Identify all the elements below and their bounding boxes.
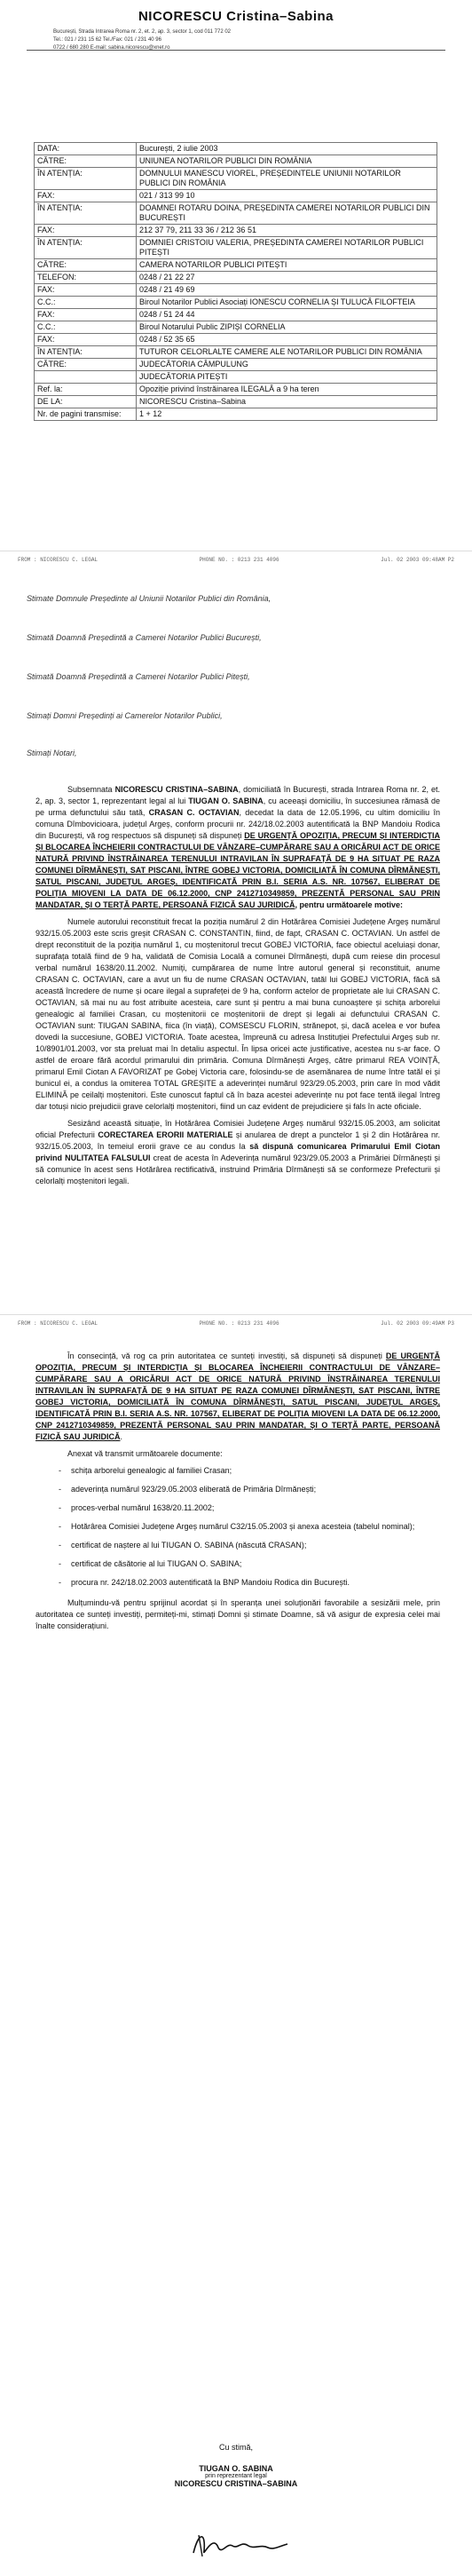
salutation-4: Stimați Domni Președinți ai Camerelor Notarilor Publici,	[27, 711, 223, 720]
annex-item: - certificat de căsătorie al lui TIUGAN O. SABINA;	[35, 1558, 440, 1570]
letterhead-address-line: București, Strada Intrarea Roma nr. 2, et. 2, ap. 3, sector 1, cod 011 772 02	[53, 29, 232, 35]
fax-table-row	[35, 297, 437, 309]
text-run: , decedat la data de 12.05.1996, cu ultim domiciliu în comuna Dîmbovicioara, județul Argeș, conform procurii nr. 242/18.02.2003 autentificată la BNP Mandoiu Rodica din București, vă rog respectuos să dispuneți să dispuneți	[35, 808, 440, 840]
annex-item: - schița arborelui genealogic al familiei Crasan;	[35, 1465, 440, 1477]
fax-table-row	[35, 284, 437, 297]
fax-field-label: CĂTRE:	[35, 359, 137, 371]
fax-header-date: Jul. 02 2003 09:48AM P2	[381, 557, 454, 563]
fax-table-row	[35, 143, 437, 155]
fax-field-label: DE LA:	[35, 396, 137, 408]
request-emphasis: DE URGENȚĂ OPOZIȚIA, PRECUM ȘI INTERDICȚIA ȘI BLOCAREA ÎNCHEIERII CONTRACTULUI DE VÂNZARE–CUMPĂRARE SAU A ORICĂRUI ACT DE ORICE NATURĂ PRIVIND ÎNSTRĂINAREA TERENULUI INTRAVILAN ÎN SUPRAFAȚĂ DE 9 HA SITUAT PE RAZA COMUNEI DÎRMĂNEȘTI, SAT PISCANI, ÎNTRE GOBEJ VICTORIA, DOMICILIATĂ ÎN COMUNA DÎRMĂNEȘTI, SATUL PISCANI, JUDEȚUL ARGEȘ, IDENTIFICATĂ PRIN B.I. SERIA A.S. NR. 107567, ELIBERAT DE POLIȚIA MIOVENI LA DATA DE 06.12.2000, CNP 2412710349859, PREZENTĂ PERSONAL SAU PRIN MANDATAR, ȘI O TERȚĂ PARTE, PERSOANĂ FIZICĂ SAU JURIDICĂ	[35, 831, 440, 909]
fax-header-from: FROM : NICORESCU C. LEGAL	[18, 557, 98, 563]
fax-table-row	[35, 168, 437, 190]
fax-table-row	[35, 346, 437, 359]
fax-field-value: 0248 / 21 22 27	[137, 272, 437, 284]
salutation-5: Stimați Notari,	[27, 749, 77, 757]
fax-table-row	[35, 272, 437, 284]
fax-field-value: DOMNIEI CRISTOIU VALERIA, PREȘEDINTA CAMEREI NOTARILOR PUBLICI PITEȘTI	[137, 237, 437, 259]
fax-field-label: C.C.:	[35, 297, 137, 309]
paragraph-conclusion	[35, 1351, 440, 1443]
annex-item: - Hotărârea Comisiei Județene Argeș numărul C32/15.05.2003 și anexa acesteia (tabelul nominal);	[35, 1521, 440, 1533]
nullity-emphasis: să dispună comunicarea Primarului Emil Ciotan privind NULITATEA FALSULUI	[35, 1142, 440, 1162]
fax-table-row	[35, 259, 437, 272]
letter-body-page-3	[35, 1351, 440, 1637]
letter-body-page-2	[35, 784, 440, 1193]
salutation-1: Stimate Domnule Președinte al Uniunii Notarilor Publici din România,	[27, 594, 271, 603]
letterhead-contact-line: Tel.: 021 / 231 15 62 Tel./Fax: 021 / 231 40 96	[53, 37, 161, 43]
client-name: TIUGAN O. SABINA	[188, 797, 264, 805]
text-run: În consecință, vă rog ca prin autoritatea ce sunteți investiți, să dispuneți să dispuneți	[67, 1351, 386, 1360]
representative-name: NICORESCU CRISTINA–SABINA	[174, 2479, 298, 2488]
fax-field-value: NICORESCU Cristina–Sabina	[137, 396, 437, 408]
fax-field-value: JUDECĂTORIA PITEȘTI	[137, 371, 437, 384]
letterhead-mobile-line: 0722 / 680 280 E-mail: sabina.nicorescu@xnet.ro	[53, 45, 170, 51]
fax-field-label: FAX:	[35, 190, 137, 202]
fax-field-label: CĂTRE:	[35, 259, 137, 272]
fax-field-value: Opoziție privind înstrăinarea ILEGALĂ a 9 ha teren	[137, 384, 437, 396]
fax-field-value: 0248 / 21 49 69	[137, 284, 437, 297]
deceased-name: CRASAN C. OCTAVIAN	[148, 808, 240, 817]
fax-table-row	[35, 202, 437, 225]
fax-table-row	[35, 237, 437, 259]
fax-header-date: Jul. 02 2003 09:49AM P3	[381, 1320, 454, 1327]
fax-table-row	[35, 396, 437, 408]
sender-name: NICORESCU CRISTINA–SABINA	[114, 785, 239, 794]
fax-table-row	[35, 334, 437, 346]
fax-field-value: 0248 / 51 24 44	[137, 309, 437, 321]
fax-field-value: Biroul Notarului Public ZIPIȘI CORNELIA	[137, 321, 437, 334]
closing-formula: Cu stimă,	[218, 2443, 253, 2452]
paragraph-closing: Mulțumindu-vă pentru sprijinul acordat și în speranța unei soluționări favorabile a sesizării mele, prin autoritatea ce sunteți investiți, permiteți-mi, stimați Domni și stimate Doamne, să vă asigur de expresia celei mai înalte considerațiuni.	[35, 1598, 440, 1630]
fax-field-label	[35, 371, 137, 384]
annex-item: - adeverința numărul 923/29.05.2003 eliberată de Primăria Dîrmănești;	[35, 1484, 440, 1495]
fax-field-value: 021 / 313 99 10	[137, 190, 437, 202]
fax-field-value: 212 37 79, 211 33 36 / 212 36 51	[137, 225, 437, 237]
fax-field-value: Biroul Notarilor Publici Asociați IONESCU CORNELIA ȘI TULUCĂ FILOFTEIA	[137, 297, 437, 309]
fax-field-label: ÎN ATENȚIA:	[35, 202, 137, 225]
fax-table-row	[35, 359, 437, 371]
fax-header-from: FROM : NICORESCU C. LEGAL	[18, 1320, 98, 1327]
fax-field-label: FAX:	[35, 284, 137, 297]
fax-field-label: DATA:	[35, 143, 137, 155]
signer-name: TIUGAN O. SABINA	[199, 2464, 273, 2473]
fax-table-row	[35, 321, 437, 334]
fax-header-phone: PHONE NO. : 0213 231 4096	[199, 1320, 279, 1327]
letter-page-3	[0, 1314, 472, 2576]
fax-field-label: FAX:	[35, 309, 137, 321]
fax-field-value: DOMNULUI MANESCU VIOREL, PREȘEDINTELE UNIUNII NOTARILOR PUBLICI DIN ROMÂNIA	[137, 168, 437, 190]
salutation-2: Stimată Doamnă Președintă a Camerei Notarilor Publici București,	[27, 633, 262, 642]
fax-table-row	[35, 371, 437, 384]
signature-block	[0, 2443, 472, 2488]
letterhead-name: NICORESCU Cristina–Sabina	[138, 9, 334, 24]
request-emphasis: DE URGENȚĂ OPOZIȚIA, PRECUM ȘI INTERDICȚIA ȘI BLOCAREA ÎNCHEIERII CONTRACTULUI DE VÂNZARE–CUMPĂRARE SAU A ORICĂRUI ACT DE ORICE NATURĂ PRIVIND ÎNSTRĂINAREA TERENULUI INTRAVILAN ÎN SUPRAFAȚĂ DE 9 HA SITUAT PE RAZA COMUNEI DÎRMĂNEȘTI, SAT PISCANI, ÎNTRE GOBEJ VICTORIA, DOMICILIATĂ ÎN COMUNA DÎRMĂNEȘTI, SATUL PISCANI, JUDEȚUL ARGEȘ, IDENTIFICATĂ PRIN B.I. SERIA A.S. NR. 107567, ELIBERAT DE POLIȚIA MIOVENI LA DATA DE 06.12.2000, CNP 2412710349859, PREZENTĂ PERSONAL SAU PRIN MANDATAR, ȘI O TERȚĂ PARTE, PERSOANĂ FIZICĂ SAU JURIDICĂ	[35, 1351, 440, 1441]
annex-list	[35, 1465, 440, 1589]
fax-transmission-header	[18, 1320, 454, 1327]
text-run: creat de acesta în Adeverința numărul 923/29.05.2003 a Primăriei Dîrmănești și să comunice în acest sens Hotărârea rectificativă, instruind Primăria Dîrmănești să se conformeze Prefecturii și celorlalți moștenitori legali.	[35, 1153, 441, 1185]
fax-field-label: FAX:	[35, 334, 137, 346]
fax-cover-table	[34, 142, 437, 421]
text-run: .	[120, 1432, 123, 1441]
fax-field-value: DOAMNEI ROTARU DOINA, PREȘEDINTA CAMEREI NOTARILOR PUBLICI DIN BUCUREȘTI	[137, 202, 437, 225]
fax-field-label: FAX:	[35, 225, 137, 237]
letter-page-2	[0, 551, 472, 1315]
paragraph-request	[35, 784, 440, 911]
fax-field-label: ÎN ATENȚIA:	[35, 237, 137, 259]
fax-field-value: 1 + 12	[137, 408, 437, 421]
correction-emphasis: CORECTAREA ERORII MATERIALE	[98, 1130, 233, 1139]
fax-field-label: ÎN ATENȚIA:	[35, 346, 137, 359]
text-run: , pentru următoarele motive:	[295, 900, 404, 909]
salutation-3: Stimată Doamnă Președintă a Camerei Notarilor Publici Pitești,	[27, 672, 250, 681]
annex-item: - proces-verbal numărul 1638/20.11.2002;	[35, 1502, 440, 1514]
fax-field-value: JUDECĂTORIA CÂMPULUNG	[137, 359, 437, 371]
fax-field-label: Ref. la:	[35, 384, 137, 396]
annex-item: - certificat de naștere al lui TIUGAN O. SABINA (născută CRASAN);	[35, 1540, 440, 1551]
annex-item: - procura nr. 242/18.02.2003 autentificată la BNP Mandoiu Rodica din București.	[35, 1577, 440, 1589]
fax-field-label: CĂTRE:	[35, 155, 137, 168]
text-run: , domiciliată în București, strada Intrarea Roma nr. 2, et. 2, ap. 3, sector 1, reprezentant legal al lui	[35, 785, 440, 805]
fax-header-phone: PHONE NO. : 0213 231 4096	[199, 557, 279, 563]
handwritten-signature	[186, 2526, 293, 2562]
text-run: Sesizând această situație, în Hotărârea Comisiei Județene Argeș numărul 932/15.05.2003, am solicitat oficial Prefecturii	[35, 1119, 440, 1139]
fax-field-label: C.C.:	[35, 321, 137, 334]
letterhead-address	[53, 28, 426, 52]
text-run: Subsemnata	[67, 785, 115, 794]
fax-field-value: București, 2 iulie 2003	[137, 143, 437, 155]
fax-table-row	[35, 155, 437, 168]
fax-field-label: Nr. de pagini transmise:	[35, 408, 137, 421]
fax-table-row	[35, 408, 437, 421]
letterhead-divider	[27, 50, 445, 51]
fax-field-value: 0248 / 52 35 65	[137, 334, 437, 346]
fax-table-row	[35, 309, 437, 321]
paragraph-facts: Numele autorului reconstituit frecat la poziția numărul 2 din Hotărârea Comisiei Județene Argeș numărul 932/15.05.2003 este scris greșit CRASAN C. CONSTANTIN, fiind, de fapt, CRASAN C. OCTAVIAN. Un astfel de drept reconstituit de la poziția numărul 1, cu moștenitorul trecut GOBEJ VICTORIA, face obiectul aceluiași donar, suprafața totală fiind de 9 ha, validată de Comisia Locală a comunei Dîrmănești, după cum reiese din procesul verbal numărul 1638/20.11.2002. Numiți, cumpărarea de nume între autorul general și reconstituit, anume CRASAN C. OCTAVIAN, care a avut un fiu de nume CRASAN OCTAVIAN, tatăl lui GOBEJ VICTORIA, făcă să această încredere de nume și ocare ilegal a suprafeței de 9 ha, conform actelor de proprietate ale lui CRASAN C. OCTAVIAN, să mai nu au fost atribuite acesteia, care sunt și pentru a mai buna cunoaștere și schița arborelui genealogic al familiei Crasan, cu moștenitorii ce moștenitorii de drept și legali ai defunctului CRASAN C. OCTAVIAN sunt: TIUGAN SABINA, fiica (în viață), COMSESCU FLORIN, strănepot, și, dacă acelea e vor bufea dovedi la succesiune, GOBEJ VICTORIA. Toate acestea, împreună cu adresa Instituției Prefectului Argeș sub nr. 10/8901/01.2003, vor sta preluat mai în detaliu aspectul. În lipsa oricei acte justificative, acestea nu s-ar face. O astfel de eroare fără acordul primarului din primăria. Comuna Dîrmănești Argeș, către primarul REA VOINȚĂ, primarul Emil Ciotan A FAVORIZAT pe Gobej Victoria care, folosindu-se de asemănarea de nume între tatăl ei și bunicul ei, a condus la omiterea TOTAL GREȘITE a adeverinței numărul 923/29.05.2003, prin care în mod vădit ELIMINĂ pe ceilalți moștenitori. Este cunoscut faptul că în baza acestei adeverințe nu pot face tentă ilegal întreg dar totuși nicio prejudicii grave celorlalți moștenitori, fiind un caz evident de prejudiciere și fals în acte oficiale.	[35, 917, 440, 1111]
fax-field-value: CAMERA NOTARILOR PUBLICI PITEȘTI	[137, 259, 437, 272]
fax-field-value: UNIUNEA NOTARILOR PUBLICI DIN ROMÂNIA	[137, 155, 437, 168]
text-run: și anularea de drept a punctelor 1 și 2 din Hotărârea nr. 932/15.05.2003, în temeiul erorii grave ce au condus la	[35, 1130, 440, 1151]
annex-intro: Anexat vă transmit următoarele documente:	[67, 1449, 223, 1458]
fax-table-row	[35, 384, 437, 396]
fax-transmission-header	[18, 557, 454, 563]
text-run: , cu aceeași domiciliu, în succesiunea rămasă de pe urma defunctului său tată,	[35, 797, 440, 817]
fax-table-row	[35, 190, 437, 202]
fax-table-row	[35, 225, 437, 237]
fax-field-label: ÎN ATENȚIA:	[35, 168, 137, 190]
paragraph-correction	[35, 1118, 440, 1187]
signer-via: prin reprezentant legal	[205, 2473, 267, 2479]
fax-cover-page	[0, 0, 472, 551]
fax-field-value: TUTUROR CELORLALTE CAMERE ALE NOTARILOR PUBLICI DIN ROMÂNIA	[137, 346, 437, 359]
fax-field-label: TELEFON:	[35, 272, 137, 284]
